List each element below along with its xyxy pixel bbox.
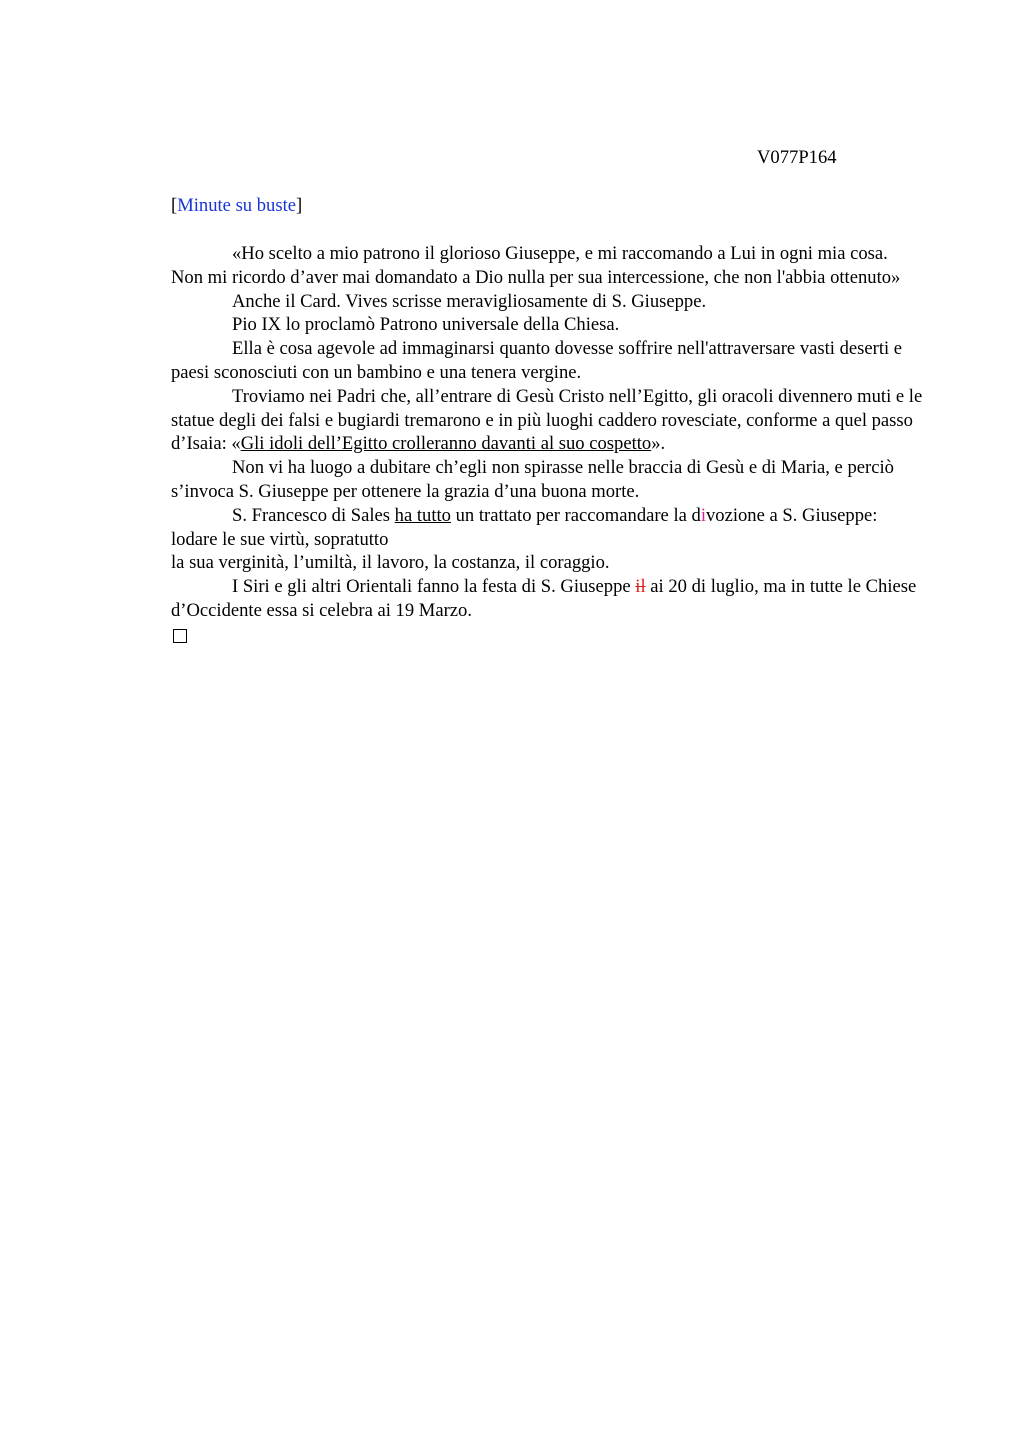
paragraph-egitto: [171, 385, 923, 456]
siri-text-after: ai 20 di luglio, ma in tutte le Chiese d’Occidente essa si celebra ai 19 Marzo.: [171, 576, 917, 621]
document-body: [171, 242, 923, 643]
paragraph-card-vives: Anche il Card. Vives scrisse meravigliosamente di S. Giuseppe.: [232, 290, 707, 312]
sales-text-after: vozione a S. Giuseppe: lodare le sue virtù, sopratutto: [171, 504, 878, 550]
egitto-underlined-quote: Gli idoli dell’Egitto crolleranno davanti al suo cospetto: [240, 433, 652, 455]
header-bracket-close: ]: [296, 195, 303, 216]
egitto-text-after: ».: [651, 433, 666, 455]
paragraph-quote: «Ho scelto a mio patrono il glorioso Giuseppe, e mi raccomando a Lui in ogni mia cosa. Non mi ricordo d’aver mai domandato a Dio nulla per sua intercessione, che non l'abbia ottenuto»: [171, 243, 901, 288]
sales-text-middle: un trattato per raccomandare la d: [450, 504, 701, 526]
header-link[interactable]: Minute su buste: [177, 195, 296, 216]
siri-struck-word: il: [635, 576, 646, 598]
paragraph-sales: [171, 504, 923, 552]
section-header: [171, 194, 302, 218]
siri-text-before: I Siri e gli altri Orientali fanno la festa di S. Giuseppe: [232, 576, 636, 598]
sales-text-before: S. Francesco di Sales: [232, 504, 395, 526]
document-code: V077P164: [757, 147, 837, 168]
header-bracket-open: [: [171, 195, 178, 216]
paragraph-buona-morte: Non vi ha luogo a dubitare ch’egli non spirasse nelle braccia di Gesù e di Maria, e perciò s’invoca S. Giuseppe per ottenere la grazia d’una buona morte.: [171, 457, 894, 502]
paragraph-virtues: la sua verginità, l’umiltà, il lavoro, la costanza, il coraggio.: [171, 552, 610, 574]
egitto-text-before: Troviamo nei Padri che, all’entrare di Gesù Cristo nell’Egitto, gli oracoli divennero muti e le statue degli dei falsi e bugiardi tremarono e in più luoghi caddero rovesciate, conforme a quel passo d’Isaia: «: [171, 385, 923, 455]
paragraph-deserti: Ella è cosa agevole ad immaginarsi quanto dovesse soffrire nell'attraversare vasti deserti e paesi sconosciuti con un bambino e una tenera vergine.: [171, 338, 903, 383]
paragraph-siri: [171, 575, 923, 623]
sales-pink-letter: i: [700, 504, 706, 526]
sales-underlined: ha tutto: [394, 504, 451, 526]
paragraph-pio-ix: Pio IX lo proclamò Patrono universale della Chiesa.: [232, 314, 620, 336]
empty-box-icon: [173, 629, 187, 643]
